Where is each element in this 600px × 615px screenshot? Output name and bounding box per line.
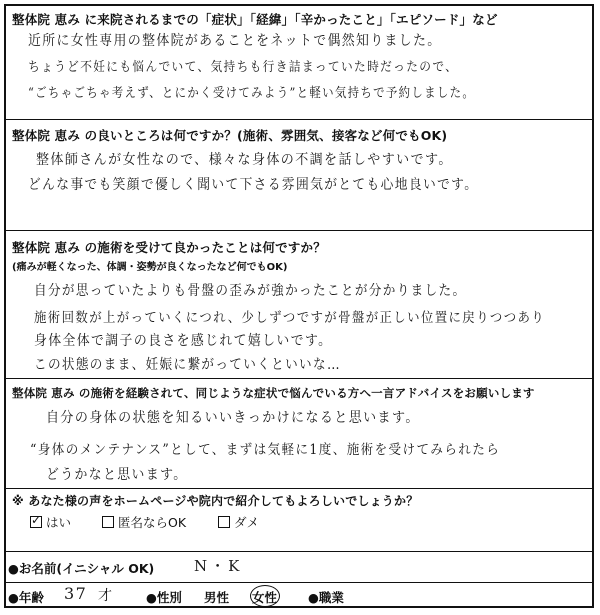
age-value: 37 [64, 584, 88, 603]
answer-3-line-3: 身体全体で調子の良さを感じれて嬉しいです。 [34, 333, 333, 349]
answer-4-line-3: どうかなと思います。 [46, 467, 188, 483]
question-4: 整体院 恵み の施術を経験されて、同じような症状で悩んでいる方へ一言アドバイスをお願いします [12, 386, 535, 400]
divider [6, 582, 592, 583]
age-unit: 才 [98, 588, 114, 604]
consent-option-anonymous-label: 匿名ならOK [118, 515, 187, 530]
answer-2-line-2: どんな事でも笑顔で優しく聞いて下さる雰囲気がとても心地良いです。 [28, 177, 479, 193]
divider [6, 551, 592, 552]
answer-4-line-2: “身体のメンテナンス”として、まずは気軽に1度、施術を受けてみられたら [30, 442, 501, 458]
divider [6, 119, 592, 120]
answer-1-line-3: “ごちゃごちゃ考えず、とにかく受けてみよう”と軽い気持ちで予約しました。 [28, 86, 476, 101]
consent-option-anonymous[interactable] [102, 513, 186, 531]
question-1: 整体院 恵み に来院されるまでの「症状」「経緯」「辛かったこと」「エピソード」など [12, 12, 498, 27]
divider [6, 378, 592, 379]
divider [6, 230, 592, 231]
consent-option-yes-label: はい [46, 515, 72, 530]
question-3: 整体院 恵み の施術を受けて良かったことは何ですか？ [12, 240, 326, 255]
checkbox-anonymous[interactable] [102, 516, 114, 528]
answer-3-line-4: この状態のまま、妊娠に繋がっていくといいな… [34, 357, 341, 373]
answer-3-line-1: 自分が思っていたよりも骨盤の歪みが強かったことが分かりました。 [34, 283, 467, 299]
answer-1-line-2: ちょうど不妊にも悩んでいて、気持ちも行き詰まっていた時だったので、 [28, 60, 459, 75]
gender-selection-circle [250, 585, 280, 607]
consent-question: ※ あなた様の声をホームページや院内で紹介してもよろしいでしょうか？ [12, 494, 419, 508]
divider [6, 488, 592, 489]
check-mark-icon: ✓ [31, 513, 42, 527]
question-2: 整体院 恵み の良いところは何ですか？(施術、雰囲気、接客など何でもOK) [12, 128, 448, 143]
occupation-label: ●職業 [308, 590, 344, 605]
answer-2-line-1: 整体師さんが女性なので、様々な身体の不調を話しやすいです。 [36, 152, 453, 168]
gender-female[interactable]: 女性 [252, 590, 278, 605]
answer-3-line-2: 施術回数が上がっていくにつれ、少しずつですが骨盤が正しい位置に戻りつつあり [34, 310, 546, 326]
name-label: ●お名前(イニシャル OK) [8, 561, 155, 576]
survey-sheet [4, 4, 594, 608]
consent-option-no-label: ダメ [234, 515, 260, 530]
question-3-note: (痛みが軽くなった、体調・姿勢が良くなったなど何でもOK) [12, 262, 288, 273]
age-label: ●年齢 [8, 590, 44, 605]
name-value: N・K [194, 557, 243, 575]
checkbox-no[interactable] [218, 516, 230, 528]
gender-male[interactable]: 男性 [204, 590, 230, 605]
checkbox-yes[interactable] [30, 513, 42, 528]
answer-4-line-1: 自分の身体の状態を知るいいきっかけになると思います。 [46, 410, 420, 426]
answer-1-line-1: 近所に女性専用の整体院があることをネットで偶然知りました。 [28, 33, 442, 49]
consent-option-yes[interactable] [30, 513, 71, 531]
consent-option-no[interactable] [218, 513, 259, 531]
gender-label: ●性別 [146, 590, 182, 605]
